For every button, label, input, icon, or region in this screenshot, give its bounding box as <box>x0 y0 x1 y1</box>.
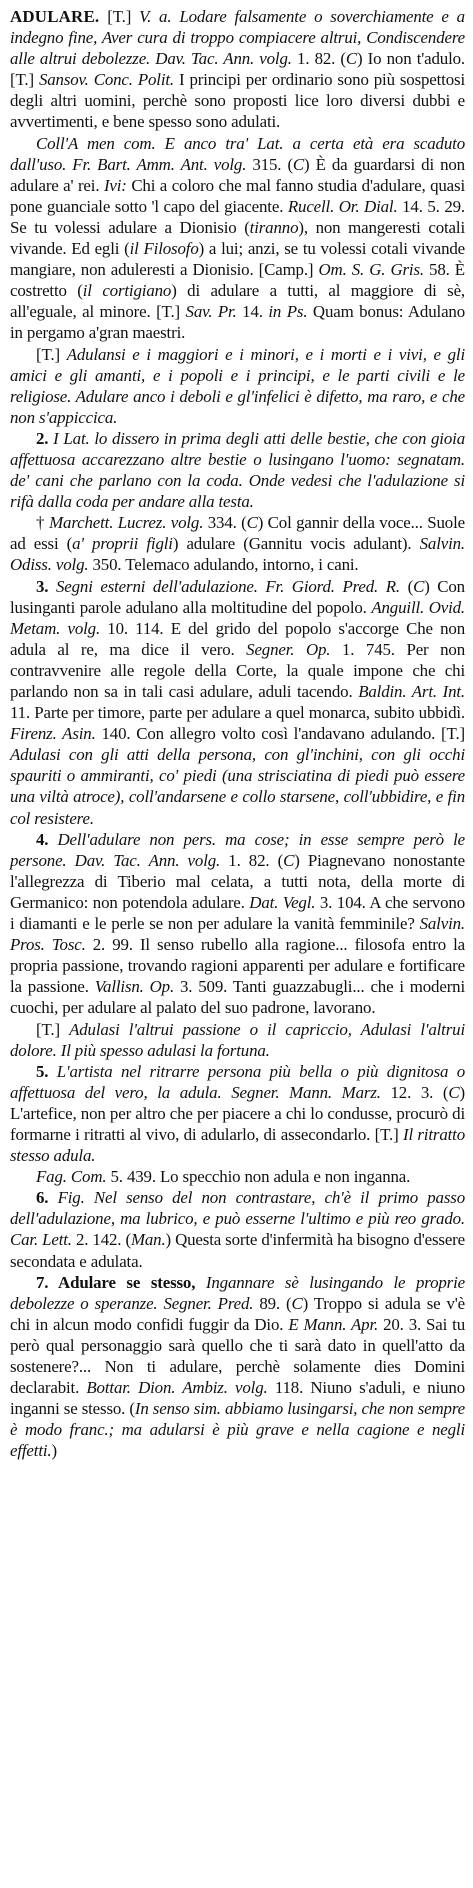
text-segment: ), non mangeresti cotali vivande. Ed egli ( <box>10 217 465 259</box>
text-segment: C <box>292 154 305 174</box>
text-segment: ) Io non t'adulo. [T.] <box>10 49 465 90</box>
text-segment: ) Troppo si adula se v'è chi in alcun modo confidi fuggir da Dio. <box>10 1293 465 1334</box>
entry-paragraph <box>10 133 465 344</box>
entry-paragraph <box>10 1272 465 1462</box>
text-segment: C <box>291 1293 303 1313</box>
text-segment: Salvin. Pros. Tosc. <box>10 914 465 955</box>
text-segment: † <box>36 513 50 533</box>
text-segment: Salvin. Odiss. volg. <box>10 534 466 575</box>
text-segment: Segni esterni dell'adulazione. Fr. Giord. Pred. R. <box>55 576 400 596</box>
text-segment: ) di adulare a tutti, al maggiore di sè, all'eguale, al minore. [T.] <box>10 281 465 322</box>
text-segment: 3. 104. A che servono i diamanti e le perle se non per adulare la vanità femminile? <box>10 892 465 934</box>
text-segment: 89. ( <box>253 1293 292 1313</box>
text-segment: 11. Parte per timore, parte per adulare a quel monarca, subito ubbidì. <box>10 703 465 723</box>
text-segment: Man. <box>130 1230 166 1250</box>
sense-number: 4. <box>36 829 58 849</box>
entry-paragraph <box>10 428 465 512</box>
text-segment: 1. 82. ( <box>220 850 284 870</box>
text-segment: 14. 5. 29. Se tu volessi adulare a Dionisio ( <box>10 196 465 237</box>
entry-paragraph <box>10 1019 465 1061</box>
text-segment: Il ritratto stesso adula. <box>10 1124 465 1166</box>
text-segment: Segner. Op. <box>246 639 331 659</box>
text-segment: Baldin. Art. Int. <box>358 682 465 701</box>
text-segment: il Filosofo <box>129 239 199 259</box>
text-segment: Sav. Pr. <box>185 302 237 322</box>
text-segment: In senso sim. abbiamo lusingarsi, che non sempre è modo franc.; ma adularsi è più grave e nella cagione e negli effetti. <box>10 1399 465 1461</box>
text-segment: V. a. Lodare falsamente o soverchiamente e a indegno fine, Aver cura di troppo compiacere altrui, Condiscendere alle altrui debolezze. Dav. Tac. Ann. volg. <box>10 7 465 69</box>
text-segment: Anguill. Ovid. Metam. volg. <box>10 597 466 638</box>
text-segment: Vallisn. Op. <box>94 977 175 997</box>
text-segment: ) a lui; anzi, se tu volessi cotali vivande mangiare, non aduleresti a Dionisio. [Camp.] <box>10 239 466 280</box>
text-segment: 20. 3. Sai tu però qual personaggio sarà quello che ti sarà dato in quell'atto da sostenere?... Non ti adulare, perchè solamente dies Domini declarabit. <box>10 1314 465 1398</box>
text-segment: Dell'adulare non pers. ma cose; in esse sempre però le persone. Dav. Tac. Ann. volg. <box>10 829 465 870</box>
text-segment: [T.] <box>36 344 67 364</box>
sense-number: 5. <box>36 1061 57 1081</box>
text-segment: 140. Con allegro volto così l'andavano adulando. [T.] <box>95 724 465 744</box>
text-segment: ( <box>399 576 414 596</box>
text-segment: 315. ( <box>246 154 293 174</box>
text-segment: Om. S. G. Gris. <box>318 260 424 280</box>
text-segment: Firenz. Asin. <box>10 724 96 744</box>
text-segment: L'artista nel ritrarre persona più bella o più dignitosa o affettuosa del vero, la adula. Segner. Mann. Marz. <box>10 1061 465 1102</box>
text-segment: 1. 82. ( <box>291 49 346 69</box>
text-segment: ) L'artefice, non per altro che per piacere a chi lo condusse, procurò di formarne i ritratti al vivo, di adularlo, di assecondarlo. [T.] <box>10 1082 465 1144</box>
text-segment: Adulasi con gli atti della persona, con gl'inchini, con gli occhi spauriti o ammiranti, co' piedi (una strisciatina di piedi può essere una viltà atroce), coll'andarsene e collo starsene, coll'ubbidire, e fin col resistere. <box>10 745 465 828</box>
entry-paragraph <box>10 344 465 428</box>
text-segment: C <box>345 49 358 69</box>
sense-number: 3. <box>36 576 56 596</box>
text-segment: Sansov. Conc. Polit. <box>38 70 174 90</box>
entry-paragraph <box>10 1187 465 1271</box>
text-segment: C <box>448 1082 460 1102</box>
text-segment: in Ps. <box>268 302 308 322</box>
sense-number: 2. <box>36 428 54 448</box>
text-segment: 58. È costretto ( <box>10 260 465 301</box>
text-segment: tiranno <box>249 217 299 237</box>
text-segment: 2. 99. Il senso rubello alla ragione... filosofa entro la propria passione, trovando ragioni apparenti per adulare e fortificare la passione. <box>10 935 465 997</box>
text-segment: C <box>283 850 295 870</box>
text-segment: E Mann. Apr. <box>288 1314 379 1334</box>
text-segment: 12. 3. ( <box>380 1082 449 1102</box>
text-segment: Fig. Nel senso del non contrastare, ch'è il primo passo dell'adulazione, ma lubrico, e può esserne l'ultimo e più reo grado. Car. Lett. <box>10 1188 465 1250</box>
text-segment: [T.] <box>36 1019 70 1039</box>
text-segment: Rucell. Or. Dial. <box>287 196 398 216</box>
text-segment: Ivi: <box>103 175 127 195</box>
headword: ADULARE. <box>10 7 100 26</box>
sense-number: 6. <box>36 1188 58 1208</box>
text-segment: Fag. Com. <box>36 1167 107 1187</box>
text-segment: Marchett. Lucrez. volg. <box>49 513 204 533</box>
entry-paragraph <box>10 1166 465 1187</box>
text-segment: C <box>246 513 258 533</box>
entry-paragraph <box>10 512 465 575</box>
text-segment: ) Col gannir della voce... Suole ad essi ( <box>10 513 465 554</box>
text-segment: il cortigiano <box>82 281 172 301</box>
text-segment: Adulansi e i maggiori e i minori, e i morti e i vivi, e gli amici e gli amanti, e i popoli e i principi, e le parti civili e le religiose. Adulare anco i deboli e gl'infelici è difetto, ma raro, e che non s'appiccica. <box>10 344 465 427</box>
text-segment: 334. ( <box>203 513 247 533</box>
text-segment: Dat. Vegl. <box>249 892 316 912</box>
sense-number: 7. Adulare se stesso, <box>36 1272 206 1292</box>
text-segment: C <box>413 576 425 596</box>
text-segment: Adulasi l'altrui passione o il capriccio, Adulasi l'altrui dolore. Il più spesso adulasi la fortuna. <box>10 1019 465 1060</box>
text-segment: ) <box>51 1441 57 1461</box>
text-segment: ) È da guardarsi di non adulare a' rei. <box>10 154 465 195</box>
text-segment: ) Questa sorte d'infermità ha bisogno d'essere secondata e adulata. <box>10 1230 465 1271</box>
text-segment: 118. Niuno s'aduli, e niuno inganni se stesso. ( <box>10 1378 466 1419</box>
text-segment: I principi per ordinario sono più sospettosi degli altri uomini, perchè sono proposti lice loro diversi dubbi e avvertimenti, e bene spesso sono adulati. <box>10 70 465 132</box>
text-segment: Bottar. Dion. Ambiz. volg. <box>86 1378 268 1398</box>
text-segment: ) Con lusinganti parole adulano alla moltitudine del popolo. <box>10 576 465 617</box>
entry-paragraph <box>10 576 465 829</box>
entry-heading-paragraph <box>10 6 465 133</box>
text-segment: 1. 745. Per non contravvenire alle regole della Corte, la quale impone che chi parlando non sa in tali casi adulare, aduli tacendo. <box>10 639 465 701</box>
text-segment: 350. Telemaco adulando, intorno, i cani. <box>88 555 359 575</box>
text-segment: Coll'A men com. E anco tra' Lat. a certa età era scaduto dall'uso. Fr. Bart. Amm. Ant. volg. <box>10 133 465 174</box>
text-segment: 3. 509. Tanti guazzabugli... che i moderni cuochi, per adulare al palato del suo padrone, lavorano. <box>10 977 466 1018</box>
entry-paragraph <box>10 1061 465 1166</box>
text-segment: 5. 439. Lo specchio non adula e non inganna. <box>106 1167 411 1187</box>
text-segment: I Lat. lo dissero in prima degli atti delle bestie, che con gioia affettuosa accarezzano altre bestie o lusingano l'uomo: segnatam. de' cani che parlano con la coda. Onde vedesi che l'adulazione si rifà dalla coda per andare alla testa. <box>10 428 465 512</box>
text-segment: 2. 142. ( <box>71 1230 131 1250</box>
text-segment: ) adulare (Gannitu vocis adulant). <box>172 534 420 554</box>
text-segment: ) Piagnevano nonostante l'allegrezza di Tiberio mal celata, a tutti nota, della morte di Germanico: non potendola adulare. <box>10 850 465 912</box>
text-segment: a' proprii figli <box>72 534 173 554</box>
text-segment: Chi a coloro che mal fanno studia d'adulare, quasi pone guanciale sotto 'l capo del giacente. <box>10 175 465 216</box>
text-segment: Quam bonus: Adulano in pergamo a'gran maestri. <box>10 302 466 343</box>
text-segment: 10. 114. E del grido del popolo s'accorge Che non adula al re, ma dice il vero. <box>10 618 465 659</box>
text-segment: [T.] <box>99 7 140 26</box>
text-segment: 14. <box>236 302 269 322</box>
entry-paragraph <box>10 829 465 1019</box>
text-segment: Ingannare sè lusingando le proprie debolezze o speranze. Segner. Pred. <box>10 1272 465 1313</box>
